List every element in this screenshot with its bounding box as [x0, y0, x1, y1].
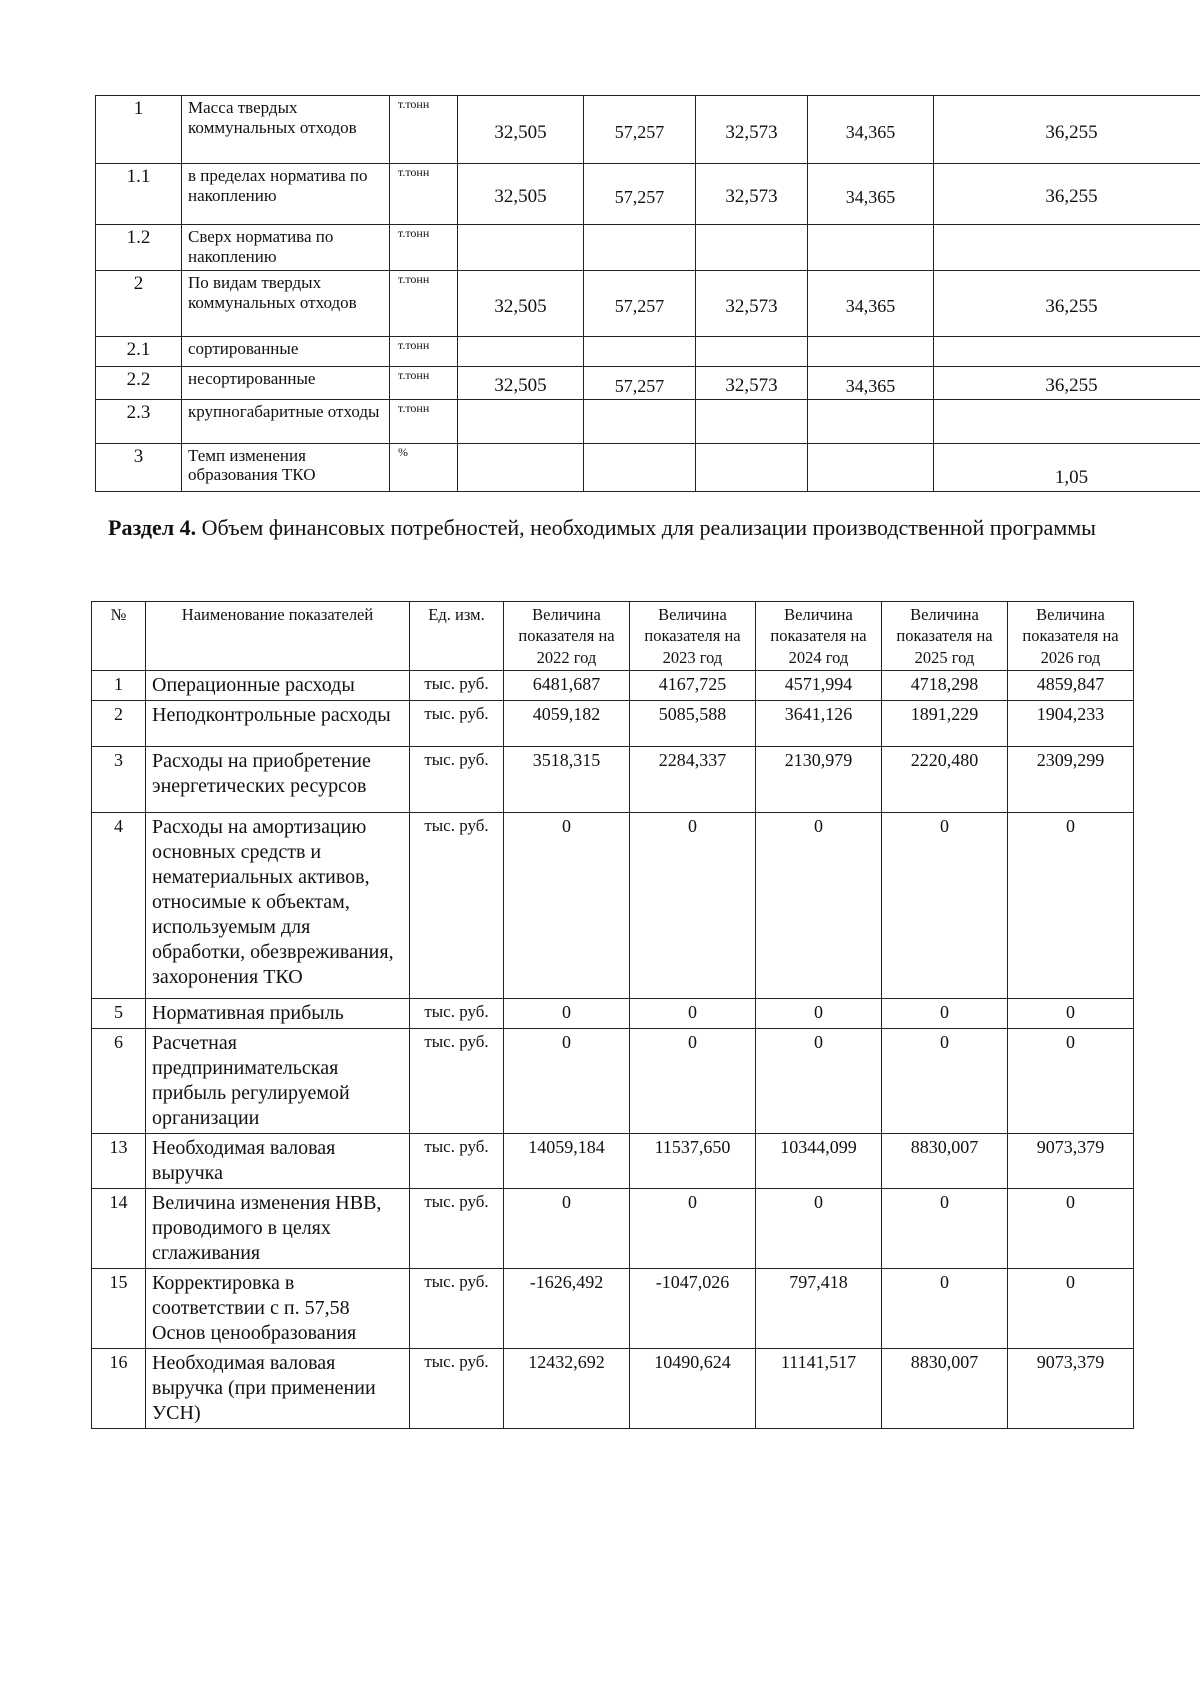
row-value: 0: [1008, 813, 1134, 999]
row-value: 5085,588: [630, 701, 756, 747]
row-value: 32,573: [696, 96, 808, 164]
row-value: 9073,379: [1008, 1349, 1134, 1429]
row-value: 0: [756, 999, 882, 1029]
row-value: [584, 443, 696, 491]
row-number: 14: [92, 1189, 146, 1269]
row-value: 57,257: [584, 271, 696, 337]
row-value: 32,505: [458, 164, 584, 225]
row-name: Расчетная предпринимательская прибыль регулируемой организации: [146, 1029, 410, 1134]
row-value: 0: [504, 999, 630, 1029]
row-unit: тыс. руб.: [410, 813, 504, 999]
row-value: [808, 337, 934, 367]
table-row: [96, 337, 1200, 367]
row-value: [696, 399, 808, 443]
row-number: 4: [92, 813, 146, 999]
row-name: сортированные: [182, 337, 390, 367]
row-value: 8830,007: [882, 1134, 1008, 1189]
table-row: [96, 96, 1200, 164]
table-row: [92, 1269, 1134, 1349]
row-name: Расходы на приобретение энергетических ресурсов: [146, 747, 410, 813]
row-value: -1626,492: [504, 1269, 630, 1349]
row-name: Расходы на амортизацию основных средств и нематериальных активов, относимые к объектам, используемым для обработки, обезвреживания, захоронения ТКО: [146, 813, 410, 999]
header-year-2026: Величина показателя на 2026 год: [1008, 602, 1134, 671]
row-value: 11537,650: [630, 1134, 756, 1189]
row-unit: тыс. руб.: [410, 701, 504, 747]
row-value: [458, 337, 584, 367]
row-number: 6: [92, 1029, 146, 1134]
row-value: 32,505: [458, 271, 584, 337]
row-unit: т.тонн: [390, 337, 458, 367]
row-value: 0: [756, 1189, 882, 1269]
table-row: [92, 701, 1134, 747]
row-value: 36,255: [934, 96, 1200, 164]
row-value: 797,418: [756, 1269, 882, 1349]
row-name: несортированные: [182, 367, 390, 400]
row-value: 34,365: [808, 367, 934, 400]
row-number: 1.1: [96, 164, 182, 225]
row-value: 3518,315: [504, 747, 630, 813]
row-unit: т.тонн: [390, 367, 458, 400]
row-value: 0: [1008, 999, 1134, 1029]
row-unit: тыс. руб.: [410, 1134, 504, 1189]
row-value: 1,05: [934, 443, 1200, 491]
row-value: 4718,298: [882, 671, 1008, 701]
row-value: [584, 337, 696, 367]
row-name: Величина изменения НВВ, проводимого в целях сглаживания: [146, 1189, 410, 1269]
row-value: 2284,337: [630, 747, 756, 813]
row-value: 57,257: [584, 164, 696, 225]
financial-needs-table: [91, 601, 1134, 1429]
row-value: 34,365: [808, 271, 934, 337]
row-value: 36,255: [934, 271, 1200, 337]
row-value: [458, 225, 584, 271]
row-number: 13: [92, 1134, 146, 1189]
row-unit: т.тонн: [390, 164, 458, 225]
row-number: 2.3: [96, 399, 182, 443]
row-unit: %: [390, 443, 458, 491]
row-number: 3: [96, 443, 182, 491]
header-num: №: [92, 602, 146, 671]
row-name: Сверх норматива по накоплению: [182, 225, 390, 271]
row-value: 0: [504, 1189, 630, 1269]
row-number: 15: [92, 1269, 146, 1349]
row-value: -1047,026: [630, 1269, 756, 1349]
table-row: [92, 1349, 1134, 1429]
row-value: [696, 225, 808, 271]
row-value: 57,257: [584, 96, 696, 164]
section-4-label: Раздел 4.: [108, 515, 197, 540]
row-value: 32,505: [458, 96, 584, 164]
row-number: 2: [92, 701, 146, 747]
row-value: 10344,099: [756, 1134, 882, 1189]
row-value: 1904,233: [1008, 701, 1134, 747]
row-value: 1891,229: [882, 701, 1008, 747]
row-unit: тыс. руб.: [410, 1269, 504, 1349]
table-row: [96, 225, 1200, 271]
table-row: [92, 747, 1134, 813]
row-value: [696, 443, 808, 491]
row-unit: тыс. руб.: [410, 1189, 504, 1269]
row-value: 11141,517: [756, 1349, 882, 1429]
section-4-heading: [100, 514, 1104, 543]
row-value: 4571,994: [756, 671, 882, 701]
header-unit: Ед. изм.: [410, 602, 504, 671]
row-unit: тыс. руб.: [410, 1029, 504, 1134]
table-header-row: [92, 602, 1134, 671]
row-value: 8830,007: [882, 1349, 1008, 1429]
row-value: [934, 225, 1200, 271]
row-unit: тыс. руб.: [410, 671, 504, 701]
row-value: 34,365: [808, 96, 934, 164]
row-value: [584, 399, 696, 443]
waste-volume-table: [95, 95, 1200, 492]
row-value: [934, 337, 1200, 367]
table-row: [92, 1029, 1134, 1134]
row-value: 3641,126: [756, 701, 882, 747]
row-name: Нормативная прибыль: [146, 999, 410, 1029]
row-unit: тыс. руб.: [410, 999, 504, 1029]
row-value: 6481,687: [504, 671, 630, 701]
row-value: 14059,184: [504, 1134, 630, 1189]
row-value: 2309,299: [1008, 747, 1134, 813]
table-row: [96, 399, 1200, 443]
row-name: Необходимая валовая выручка (при применении УСН): [146, 1349, 410, 1429]
row-value: 0: [882, 1029, 1008, 1134]
row-value: 0: [1008, 1189, 1134, 1269]
row-value: 32,505: [458, 367, 584, 400]
row-name: Неподконтрольные расходы: [146, 701, 410, 747]
row-value: 0: [1008, 1269, 1134, 1349]
row-number: 1: [96, 96, 182, 164]
row-value: 57,257: [584, 367, 696, 400]
row-value: 4167,725: [630, 671, 756, 701]
row-value: 32,573: [696, 164, 808, 225]
row-value: 32,573: [696, 367, 808, 400]
row-name: Необходимая валовая выручка: [146, 1134, 410, 1189]
table-row: [92, 813, 1134, 999]
row-value: 2220,480: [882, 747, 1008, 813]
table-row: [96, 164, 1200, 225]
row-value: 0: [630, 999, 756, 1029]
row-value: 12432,692: [504, 1349, 630, 1429]
row-value: 0: [630, 813, 756, 999]
table-row: [92, 999, 1134, 1029]
row-number: 2: [96, 271, 182, 337]
table-row: [96, 443, 1200, 491]
row-value: 4859,847: [1008, 671, 1134, 701]
row-value: 0: [504, 813, 630, 999]
row-number: 1: [92, 671, 146, 701]
row-name: Корректировка в соответствии с п. 57,58 Основ ценообразования: [146, 1269, 410, 1349]
row-name: крупногабаритные отходы: [182, 399, 390, 443]
row-value: 0: [756, 1029, 882, 1134]
row-value: 36,255: [934, 164, 1200, 225]
header-name: Наименование показателей: [146, 602, 410, 671]
row-unit: т.тонн: [390, 96, 458, 164]
row-value: [808, 443, 934, 491]
row-unit: тыс. руб.: [410, 1349, 504, 1429]
row-value: 0: [882, 1269, 1008, 1349]
row-value: 36,255: [934, 367, 1200, 400]
row-name: Операционные расходы: [146, 671, 410, 701]
table-row: [96, 367, 1200, 400]
row-value: [584, 225, 696, 271]
row-value: 4059,182: [504, 701, 630, 747]
table-row: [96, 271, 1200, 337]
table-row: [92, 1189, 1134, 1269]
row-number: 5: [92, 999, 146, 1029]
row-value: 9073,379: [1008, 1134, 1134, 1189]
row-value: 0: [504, 1029, 630, 1134]
row-value: [808, 399, 934, 443]
row-value: 0: [1008, 1029, 1134, 1134]
row-name: По видам твердых коммунальных отходов: [182, 271, 390, 337]
row-value: 10490,624: [630, 1349, 756, 1429]
header-year-2024: Величина показателя на 2024 год: [756, 602, 882, 671]
row-unit: т.тонн: [390, 399, 458, 443]
row-name: Масса твердых коммунальных отходов: [182, 96, 390, 164]
row-unit: т.тонн: [390, 271, 458, 337]
row-value: 0: [630, 1189, 756, 1269]
row-value: [808, 225, 934, 271]
row-number: 2.2: [96, 367, 182, 400]
table-row: [92, 671, 1134, 701]
row-value: [458, 399, 584, 443]
row-value: 0: [882, 999, 1008, 1029]
header-year-2025: Величина показателя на 2025 год: [882, 602, 1008, 671]
header-year-2023: Величина показателя на 2023 год: [630, 602, 756, 671]
row-value: 0: [756, 813, 882, 999]
row-unit: тыс. руб.: [410, 747, 504, 813]
row-value: 2130,979: [756, 747, 882, 813]
row-value: [696, 337, 808, 367]
row-name: в пределах норматива по накоплению: [182, 164, 390, 225]
row-value: 32,573: [696, 271, 808, 337]
table-row: [92, 1134, 1134, 1189]
row-value: 0: [882, 813, 1008, 999]
row-value: 0: [882, 1189, 1008, 1269]
row-number: 1.2: [96, 225, 182, 271]
row-value: 34,365: [808, 164, 934, 225]
row-number: 3: [92, 747, 146, 813]
row-number: 2.1: [96, 337, 182, 367]
row-unit: т.тонн: [390, 225, 458, 271]
header-year-2022: Величина показателя на 2022 год: [504, 602, 630, 671]
row-number: 16: [92, 1349, 146, 1429]
section-4-title: Объем финансовых потребностей, необходимых для реализации производственной программы: [201, 515, 1096, 540]
row-value: 0: [630, 1029, 756, 1134]
row-value: [934, 399, 1200, 443]
row-name: Темп изменения образования ТКО: [182, 443, 390, 491]
row-value: [458, 443, 584, 491]
